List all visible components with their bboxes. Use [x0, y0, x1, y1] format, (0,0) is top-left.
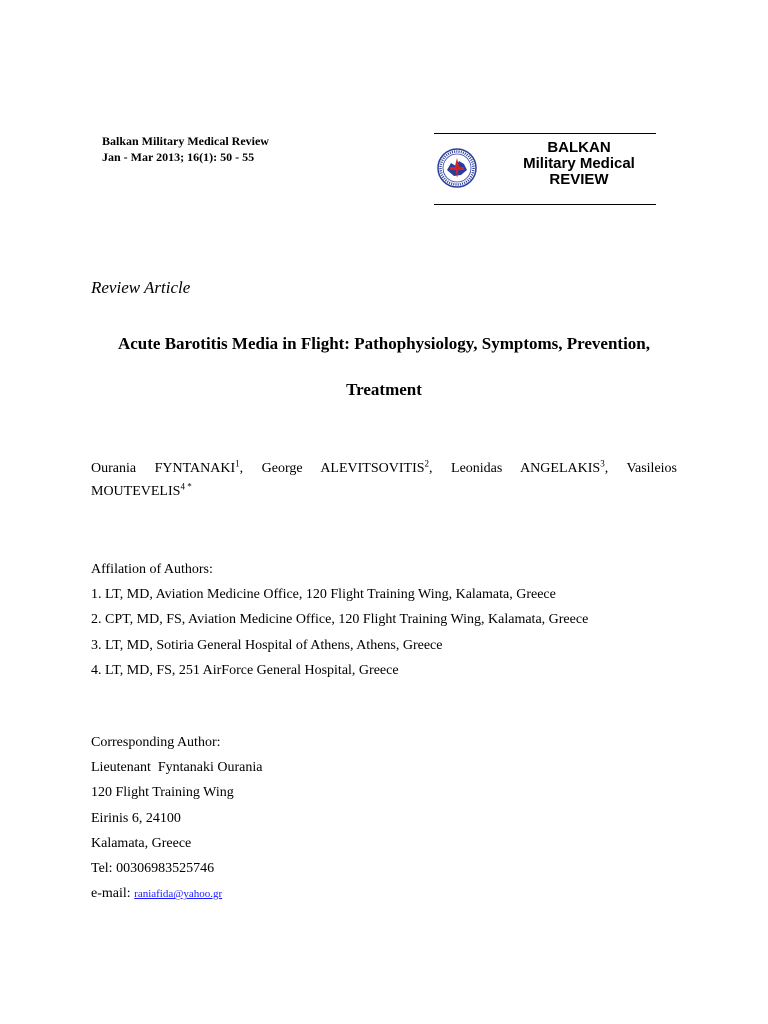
author-name: Leonidas ANGELAKIS [451, 461, 601, 476]
logo-line-1: BALKAN [547, 139, 611, 156]
logo-line-2: Military Medical [523, 155, 635, 172]
email-label: e-mail: [91, 886, 131, 902]
journal-issue: Jan - Mar 2013; 16(1): 50 - 55 [102, 150, 255, 164]
journal-logo [434, 133, 656, 205]
corresponding-city: Kalamata, Greece [91, 835, 192, 851]
author-sup: 3 [600, 458, 605, 469]
author-list-continued [91, 480, 192, 503]
logo-line-3: REVIEW [549, 171, 609, 188]
title-line-2: Treatment [346, 380, 422, 399]
affiliation-item: 2. CPT, MD, FS, Aviation Medicine Office, 120 Flight Training Wing, Kalamata, Greece [91, 612, 589, 628]
affiliation-item: 4. LT, MD, FS, 251 AirForce General Hospital, Greece [91, 662, 399, 678]
affiliations [91, 557, 588, 683]
corresponding-address: Eirinis 6, 24100 [91, 810, 181, 826]
journal-name: Balkan Military Medical Review [102, 134, 269, 148]
corresponding-tel: Tel: 00306983525746 [91, 861, 215, 877]
author-last-name: MOUTEVELIS [91, 484, 181, 499]
article-type: Review Article [91, 278, 191, 297]
title-line-1: Acute Barotitis Media in Flight: Pathophysiology, Symptoms, Prevention, [117, 334, 651, 353]
corresponding-email-row [91, 881, 262, 907]
article-title [91, 321, 677, 413]
affiliation-item: 1. LT, MD, Aviation Medicine Office, 120 Flight Training Wing, Kalamata, Greece [91, 587, 556, 603]
author-name: George ALEVITSOVITIS [261, 461, 425, 476]
corresponding-author [91, 730, 262, 907]
author-sup: 2 [424, 458, 430, 469]
corresponding-heading: Corresponding Author: [91, 735, 221, 750]
journal-info [102, 133, 269, 165]
logo-text [502, 140, 656, 188]
affiliation-item: 3. LT, MD, Sotiria General Hospital of Athens, Athens, Greece [91, 637, 443, 653]
affiliations-heading: Affilation of Authors: [91, 562, 213, 577]
author-sup: 4 * [180, 481, 192, 492]
author-first-name: Vasileios [626, 461, 677, 476]
author-sup: 1 [235, 458, 240, 469]
corresponding-name: Lieutenant Fyntanaki Ourania [91, 760, 263, 776]
author-list: Ourania FYNTANAKI$^1$, George ALEVITSOVITIS$^2$, Leonidas ANGELAKIS$^3$, Vasileios [91, 458, 677, 476]
email-link[interactable]: raniafida@yahoo.gr [134, 888, 223, 901]
journal-seal-icon [437, 148, 477, 188]
author-name: Ourania FYNTANAKI [91, 461, 236, 476]
corresponding-org: 120 Flight Training Wing [91, 785, 234, 801]
